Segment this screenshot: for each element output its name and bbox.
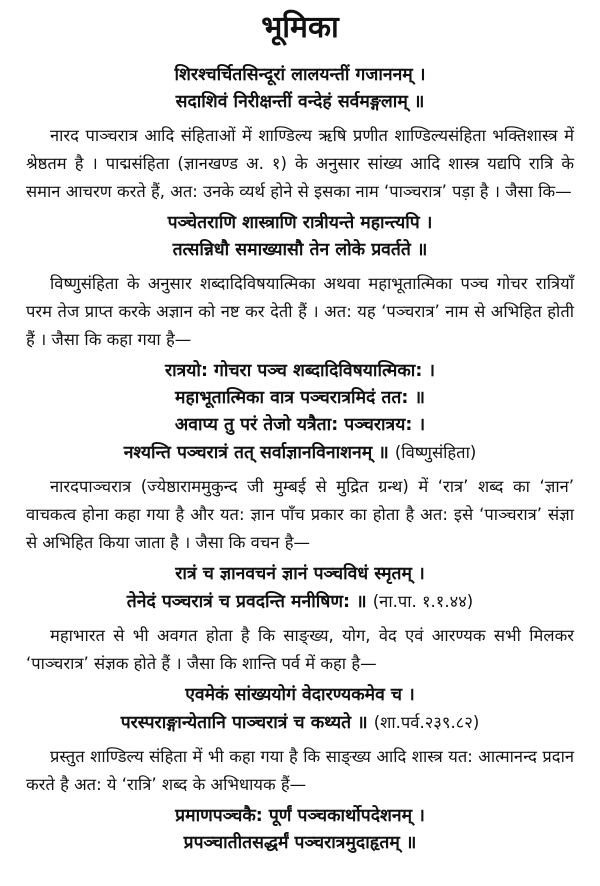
verse-block <box>26 358 574 467</box>
verse-line: परस्पराङ्गान्येतानि पाञ्चरात्रं च कथ्यते ॥ (शा.पर्व.२३९.८२) <box>120 713 480 733</box>
paragraph: नारद पाञ्चरात्र आदि संहिताओं में शाण्डिल्य ऋषि प्रणीत शाण्डिल्यसंहिता भक्तिशास्त्र में श्रेष्ठतम है । पाद्मसंहिता (ज्ञानखण्ड अ. १) के अनुसार सांख्य आदि शास्त्र यद्यपि रात्रि के समान आचरण करते हैं, अत: उनके व्यर्थ होने से इसका नाम ‘पाञ्चरात्र’ पड़ा है । जैसा कि— <box>26 126 574 201</box>
verse-block <box>26 682 574 737</box>
verse-reference: (ना.पा. १.१.४४) <box>372 592 474 611</box>
verse-line: नश्यन्ति पञ्चरात्रं तत् सर्वाज्ञानविनाशनम् ॥ (विष्णुसंहिता) <box>123 443 477 463</box>
verse-line: प्रमाणपञ्चकै: पूर्णं पञ्चकार्थोपदेशनम् । <box>175 806 425 826</box>
verse-block <box>26 803 574 857</box>
verse-line: पञ्चेतराणि शास्त्राणि रात्रीयन्ते महान्त्यपि । <box>167 213 433 233</box>
verse-reference: (शा.पर्व.२३९.८२) <box>373 713 480 732</box>
verse-line: अवाप्य तु परं तेजो यत्रैता: पञ्चरात्रय: । <box>174 415 426 435</box>
verse-block <box>26 210 574 264</box>
verse-line: महाभूतात्मिका वात्र पञ्चरात्रमिदं तत: ॥ <box>175 388 425 408</box>
verse-reference: (विष्णुसंहिता) <box>394 443 477 462</box>
verse-block <box>26 561 574 616</box>
verse-block <box>26 62 574 116</box>
verse-line: रात्रयो: गोचरा पञ्च शब्दादिविषयात्मिका: । <box>164 361 436 381</box>
verse-line: शिरश्चर्चितसिन्दूरां लालयन्तीं गजाननम् । <box>174 65 426 85</box>
paragraph: विष्णुसंहिता के अनुसार शब्दादिविषयात्मिका अथवा महाभूतात्मिका पञ्च गोचर रात्रियाँ परम तेज प्राप्त करके अज्ञान को नष्ट कर देती हैं । अत: यह ‘पञ्चरात्र’ नाम से अभिहित होती हैं । जैसा कि कहा गया है— <box>26 274 574 349</box>
verse-line: सदाशिवं निरीक्षन्तीं वन्देहं सर्वमङ्गलाम् ॥ <box>175 92 425 112</box>
verse-line: तेनेदं पञ्चरात्रं च प्रवदन्ति मनीषिण: ॥ (ना.पा. १.१.४४) <box>126 592 474 612</box>
verse-line: रात्रं च ज्ञानवचनं ज्ञानं पञ्चविधं स्मृतम् । <box>175 564 425 584</box>
paragraph: प्रस्तुत शाण्डिल्य संहिता में भी कहा गया है कि साङ्ख्य आदि शास्त्र यत: आत्मानन्द प्रदान करते है अत: ये ‘रात्रि’ शब्द के अभिधायक हैं— <box>26 747 574 794</box>
page-title: भूमिका <box>261 10 339 45</box>
paragraph: नारदपाञ्चरात्र (ज्येष्ठाराममुकुन्द जी मुम्बई से मुद्रित ग्रन्थ) में ‘रात्र’ शब्द का ‘ज्ञान’ वाचकत्व होना कहा गया है और यत: ज्ञान पाँच प्रकार का होता है अत: इसे ‘पाञ्चरात्र’ संज्ञा से अभिहित किया जाता है । जैसा कि वचन है— <box>26 477 574 552</box>
verse-line: एवमेकं सांख्ययोगं वेदारण्यकमेव च । <box>185 685 415 705</box>
verse-line: प्रपञ्चातीतसद्धर्मं पञ्चरात्रमुदाहृतम् ॥ <box>183 833 417 853</box>
verse-line: तत्सन्निधौ समाख्यासौ तेन लोके प्रवर्तते ॥ <box>172 240 428 260</box>
paragraph: महाभारत से भी अवगत होता है कि साङ्ख्य, योग, वेद एवं आरण्यक सभी मिलकर ‘पाञ्चरात्र’ संज्ञक होते हैं । जैसा कि शान्ति पर्व में कहा है— <box>26 626 574 673</box>
